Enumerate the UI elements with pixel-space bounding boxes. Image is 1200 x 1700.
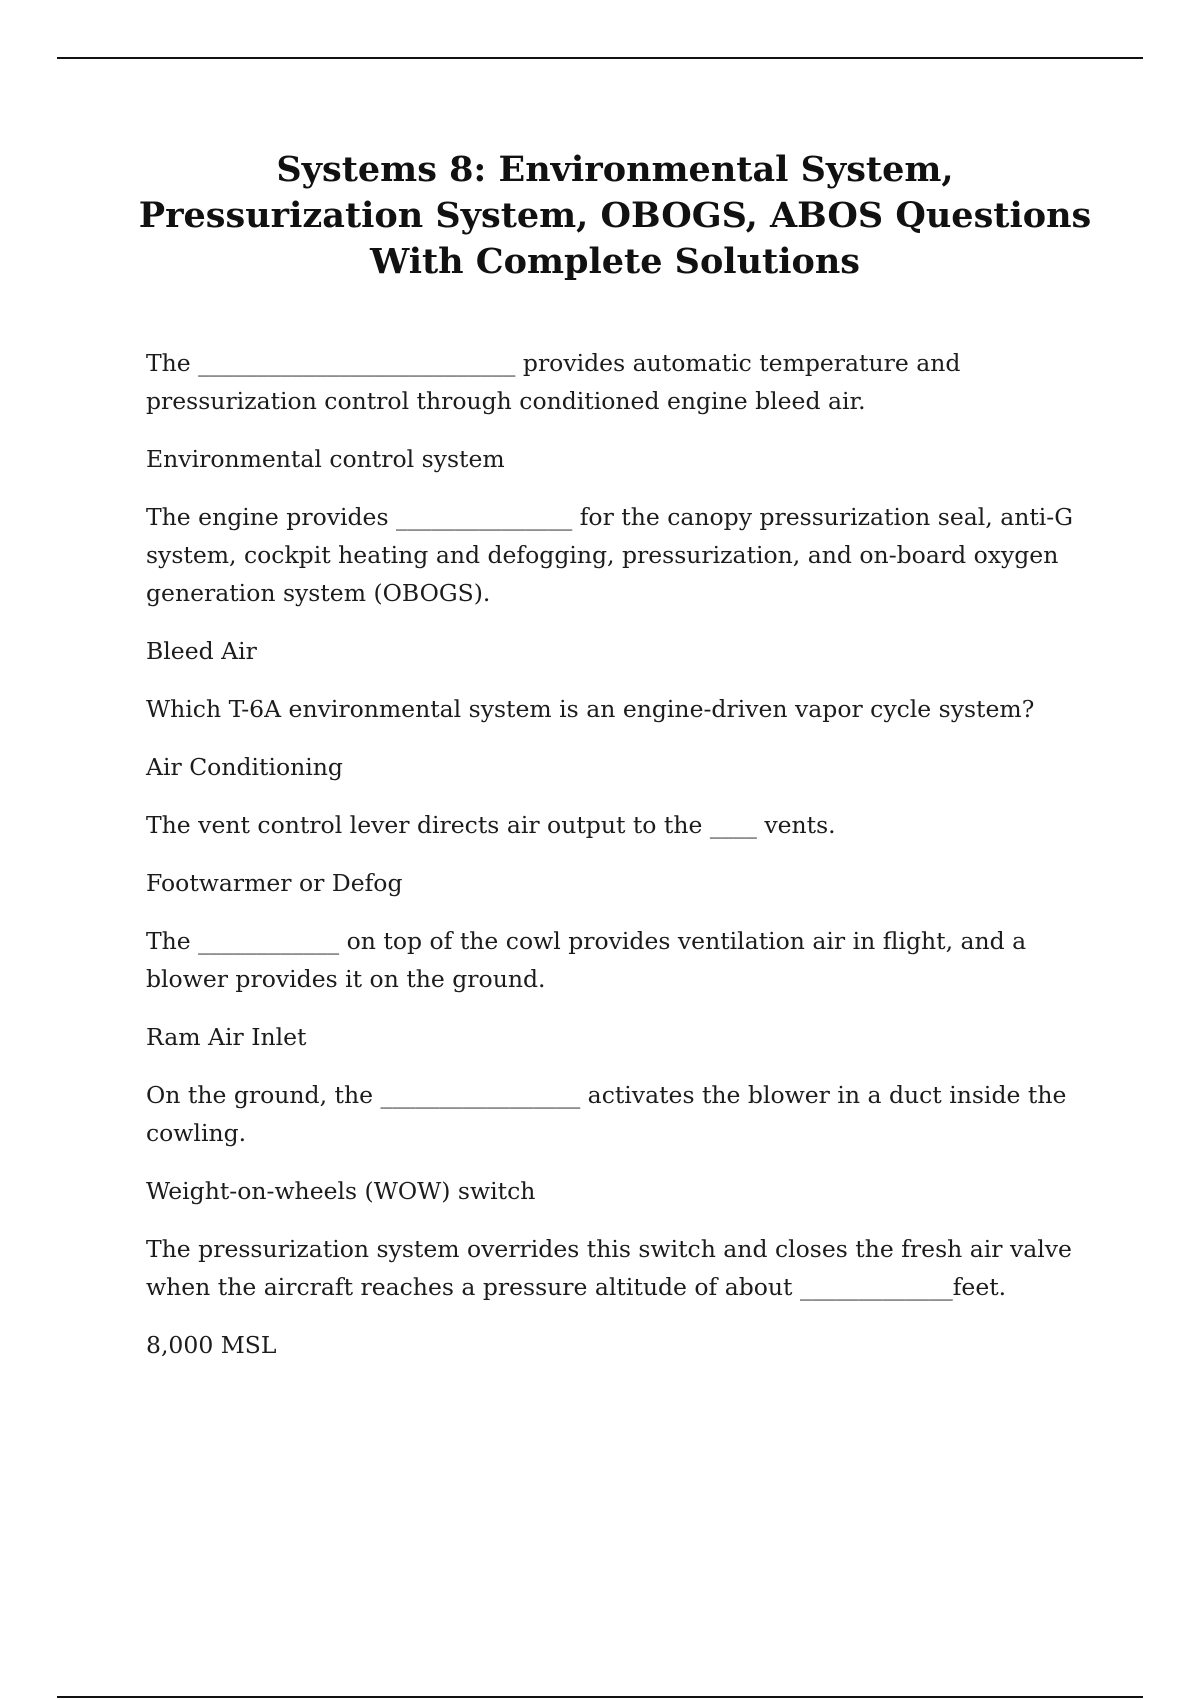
bottom-divider [57,1696,1143,1698]
qa-item [146,690,1096,786]
question-text: Which T-6A environmental system is an engine-driven vapor cycle system? [146,695,1035,723]
qa-list [146,344,1096,1384]
answer-text: 8,000 MSL [146,1331,277,1359]
answer-text: Bleed Air [146,637,257,665]
qa-item [146,1076,1096,1210]
answer-text: Footwarmer or Defog [146,869,403,897]
question-text: The ___________________________ provides automatic temperature and pressurization control through conditioned engine bleed air. [146,349,961,415]
top-divider [57,57,1143,59]
qa-item [146,498,1096,670]
question-text: On the ground, the _________________ activates the blower in a duct inside the cowling. [146,1081,1067,1147]
question-text: The pressurization system overrides this switch and closes the fresh air valve when the aircraft reaches a pressure altitude of about _____________feet. [146,1235,1072,1301]
answer-text: Ram Air Inlet [146,1023,307,1051]
qa-item [146,922,1096,1056]
qa-item [146,1230,1096,1364]
qa-item [146,344,1096,478]
question-text: The vent control lever directs air output to the ____ vents. [146,811,836,839]
answer-text: Weight-on-wheels (WOW) switch [146,1177,536,1205]
qa-item [146,806,1096,902]
question-text: The engine provides _______________ for the canopy pressurization seal, anti-G system, cockpit heating and defogging, pressurization, and on-board oxygen generation system (OBOGS). [146,503,1074,607]
answer-text: Environmental control system [146,445,505,473]
answer-text: Air Conditioning [146,753,343,781]
question-text: The ____________ on top of the cowl provides ventilation air in flight, and a blower provides it on the ground. [146,927,1027,993]
page-title: Systems 8: Environmental System, Pressurization System, OBOGS, ABOS Questions With Complete Solutions [138,149,1092,282]
